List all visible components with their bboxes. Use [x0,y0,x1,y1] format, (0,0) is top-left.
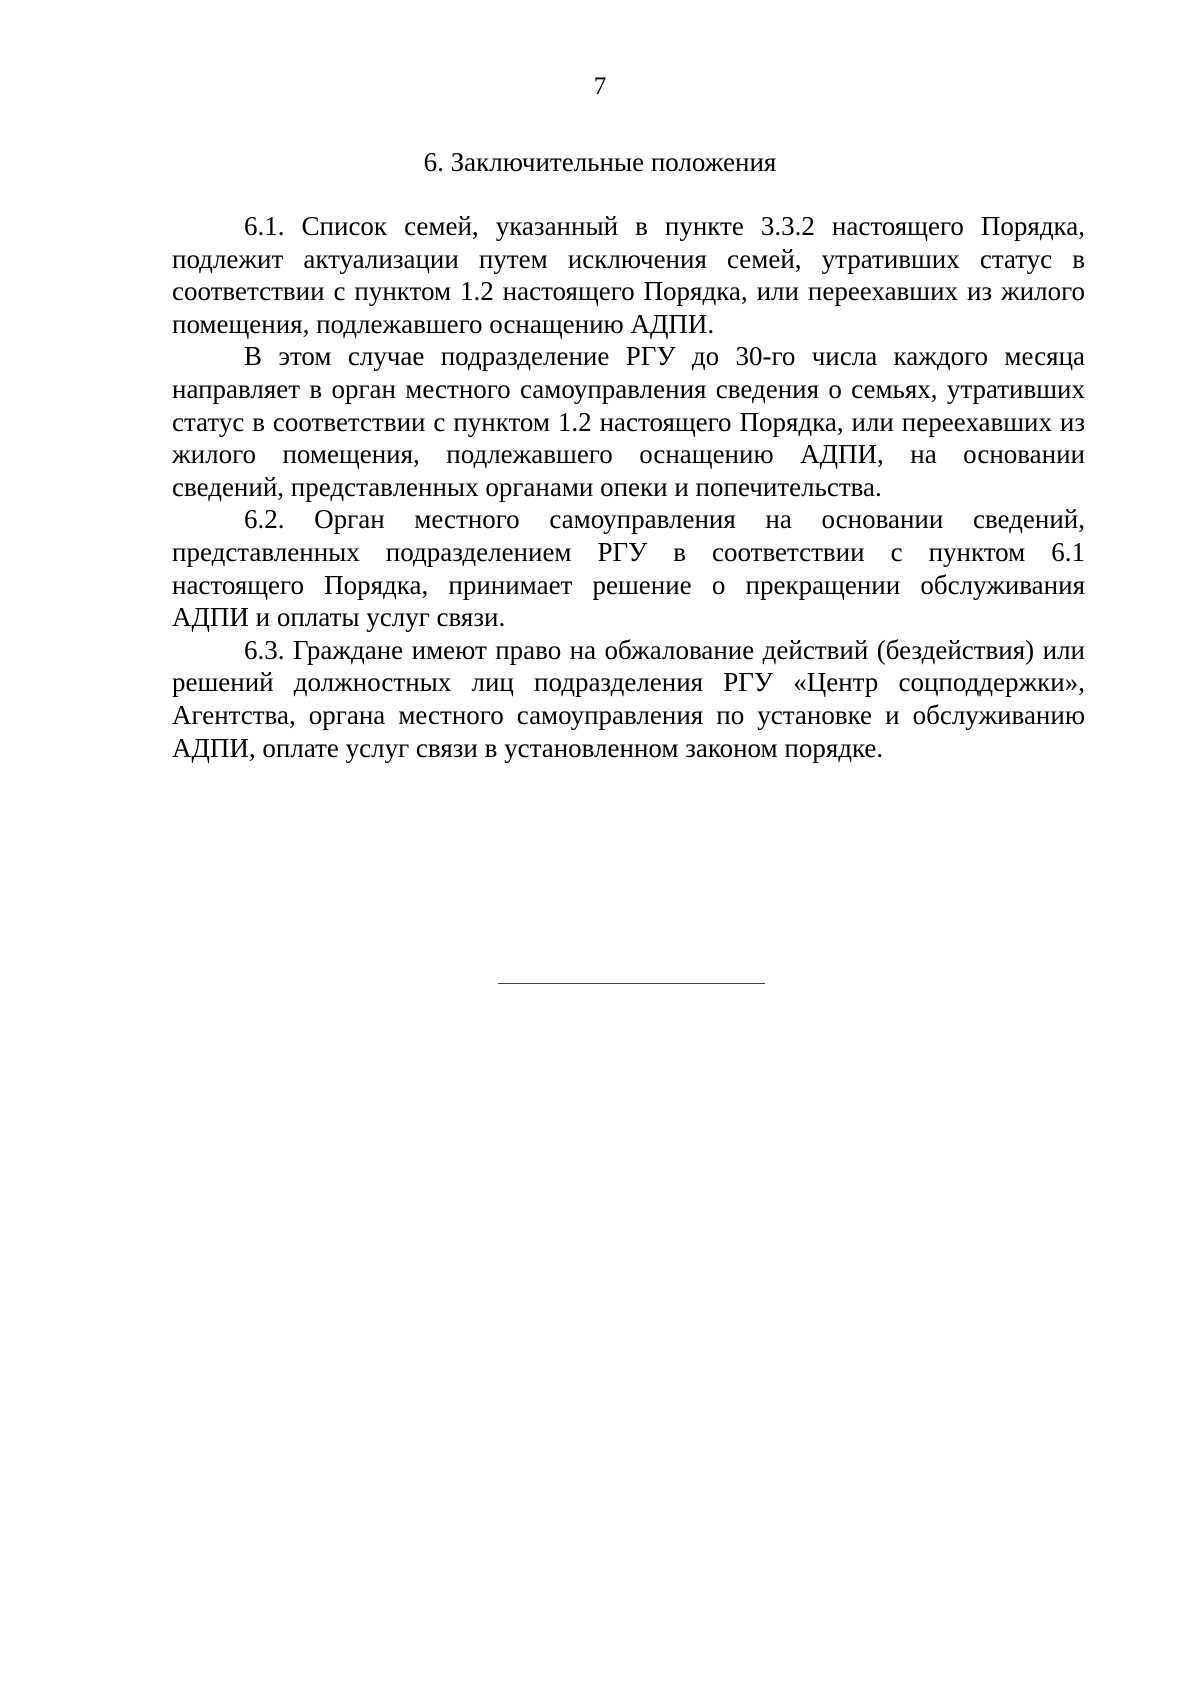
end-separator-line [498,983,765,984]
page-number: 7 [593,73,607,100]
section-heading: 6. Заключительные положения [423,147,777,177]
paragraph-6-2: 6.2. Орган местного самоуправления на основании сведений, представленных подразделением РГУ в соответствии с пунктом 6.1 настоящего Порядка, принимает решение о прекращении обслуживания АДПИ и оплаты услуг связи. [172,504,1085,633]
paragraph-6-1: 6.1. Список семей, указанный в пункте 3.3.2 настоящего Порядка, подлежит актуализации путем исключения семей, утративших статус в соответствии с пунктом 1.2 настоящего Порядка, или переехавших из жилого помещения, подлежавшего оснащению АДПИ. [172,211,1085,339]
paragraph-6-1-continuation: В этом случае подразделение РГУ до 30-го числа каждого месяца направляет в орган местного самоуправления сведения о семьях, утративших статус в соответствии с пунктом 1.2 настоящего Порядка, или переехавших из жилого помещения, подлежавшего оснащению АДПИ, на основании сведений, представленных органами опеки и попечительства. [172,341,1085,502]
paragraph-6-3: 6.3. Граждане имеют право на обжалование действий (бездействия) или решений должностных лиц подразделения РГУ «Центр соцподдержки», Агентства, органа местного самоуправления по установке и обслуживанию АДПИ, оплате услуг связи в установленном законом порядке. [172,634,1085,763]
section-body [172,210,1085,764]
